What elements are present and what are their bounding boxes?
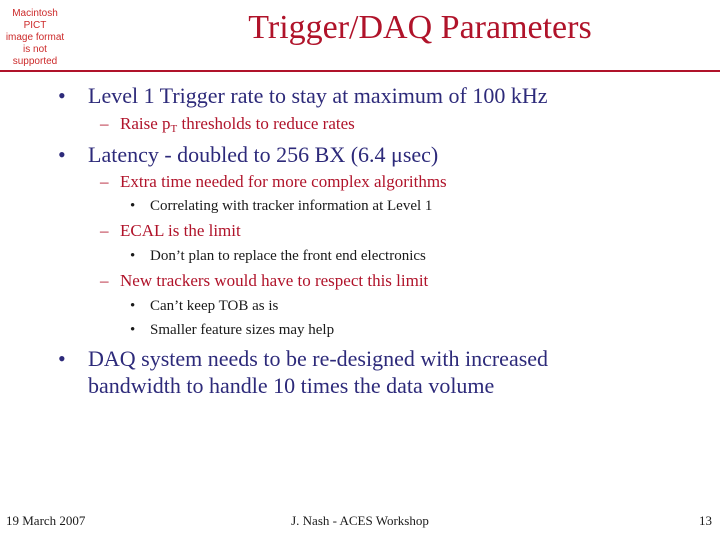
- bullet-glyph: •: [130, 198, 136, 214]
- bullet-glyph: •: [130, 298, 136, 314]
- bullet-level2: [100, 270, 428, 292]
- bullet-text: DAQ system needs to be re-designed with increased: [88, 346, 549, 371]
- dash-glyph: –: [100, 271, 109, 290]
- bullet-glyph: •: [58, 142, 66, 167]
- footer-author: J. Nash - ACES Workshop: [291, 513, 429, 528]
- dash-glyph: –: [100, 114, 109, 133]
- slide-title: Trigger/DAQ Parameters: [248, 9, 592, 46]
- bullet-text: Raise p: [120, 114, 171, 133]
- bullet-text: Correlating with tracker information at Level 1: [150, 198, 433, 214]
- image-placeholder-line: is not supported: [12, 44, 58, 67]
- bullet-glyph: •: [130, 322, 136, 338]
- bullet-text: New trackers would have to respect this limit: [120, 271, 429, 290]
- bullet-text: Don’t plan to replace the front end electronics: [150, 248, 426, 264]
- dash-glyph: –: [100, 172, 109, 191]
- title-divider: [0, 70, 720, 72]
- bullet-text: bandwidth to handle 10 times the data volume: [88, 373, 495, 398]
- bullet-text: thresholds to reduce rates: [177, 114, 355, 133]
- bullet-text: Smaller feature sizes may help: [150, 322, 335, 338]
- bullet-text: Level 1 Trigger rate to stay at maximum of 100 kHz: [88, 83, 548, 108]
- bullet-glyph: •: [130, 248, 136, 264]
- bullet-level2: [100, 220, 241, 242]
- bullet-text: Extra time needed for more complex algorithms: [120, 172, 447, 191]
- subscript-text: T: [170, 123, 178, 135]
- bullet-level2: [100, 171, 447, 193]
- bullet-level3: [130, 320, 334, 340]
- bullet-level3: [130, 246, 426, 266]
- bullet-text: Latency - doubled to 256 BX (6.4 μsec): [88, 142, 439, 167]
- bullet-glyph: •: [58, 346, 66, 371]
- bullet-text: Can’t keep TOB as is: [150, 298, 279, 314]
- bullet-level3: [130, 196, 432, 216]
- footer-date: 19 March 2007: [6, 513, 86, 528]
- image-placeholder: [0, 8, 70, 67]
- bullet-text: ECAL is the limit: [120, 221, 241, 240]
- dash-glyph: –: [100, 221, 109, 240]
- bullet-level3: [130, 296, 278, 316]
- bullet-glyph: •: [58, 83, 66, 108]
- image-placeholder-line: image format: [5, 32, 65, 43]
- image-placeholder-line: Macintosh PICT: [12, 8, 58, 31]
- bullet-level2: [100, 113, 355, 140]
- page-number: 13: [699, 513, 712, 528]
